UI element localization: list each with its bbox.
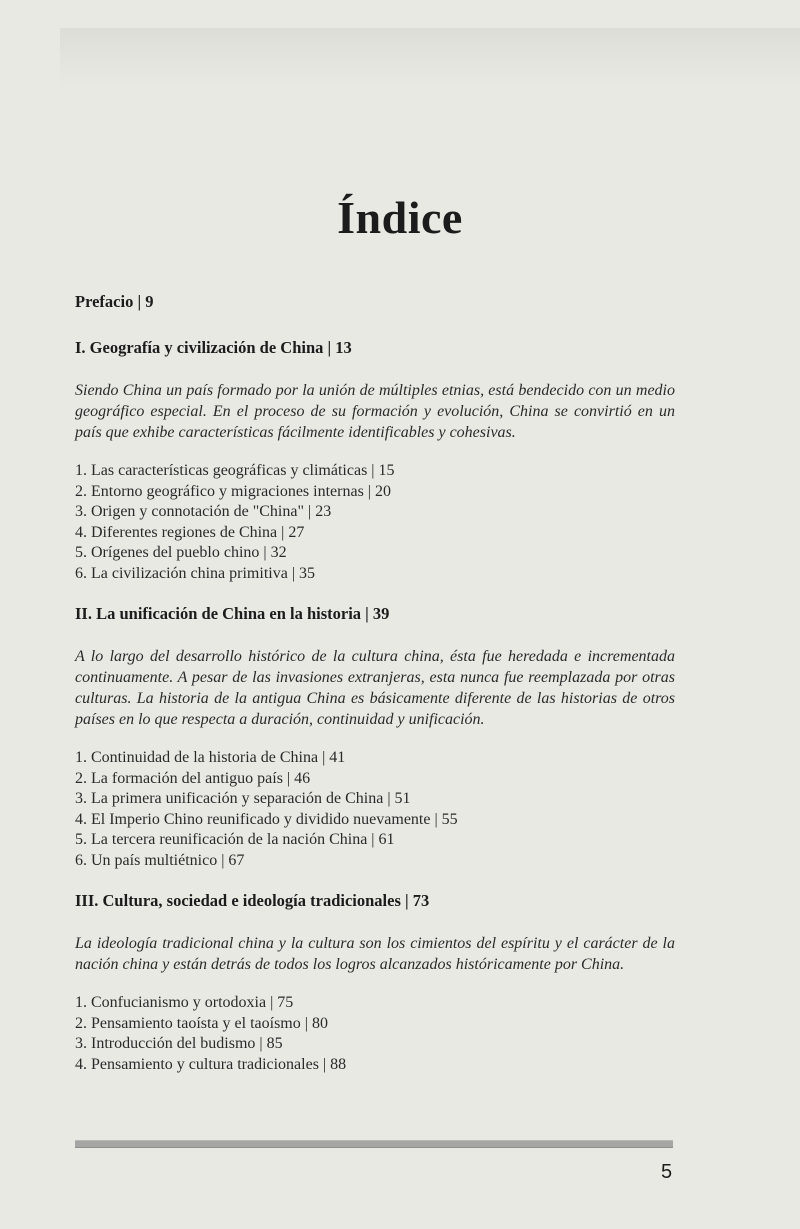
section-description: Siendo China un país formado por la unión de múltiples etnias, está bendecido con un medio geográfico especial. En el proceso de su formación y evolución, China se convirtió en un país que exhibe características fácilmente identificables y cohesivas.: [75, 382, 675, 441]
preface-entry: Prefacio | 9: [75, 292, 154, 311]
section-3: [75, 891, 675, 1075]
section-heading: II. La unificación de China en la historia | 39: [75, 604, 390, 623]
page-title: Índice: [337, 191, 463, 243]
section-heading: I. Geografía y civilización de China | 13: [75, 338, 352, 357]
footer-divider: [75, 1140, 673, 1148]
bleed-through-shadow: [60, 28, 800, 88]
section-description: A lo largo del desarrollo histórico de la cultura china, ésta fue heredada e incrementada continuamente. A pesar de las invasiones extranjeras, esta nunca fue reemplazada por otras culturas. La historia de la antigua China es básicamente diferente de las historias de otros países en lo que respecta a duración, continuidad y unificación.: [75, 648, 675, 728]
section-heading: III. Cultura, sociedad e ideología tradicionales | 73: [75, 891, 430, 910]
toc-item: 5. La tercera reunificación de la nación China | 61: [75, 831, 395, 848]
toc-item: 3. Introducción del budismo | 85: [75, 1035, 283, 1052]
toc-item: 4. El Imperio Chino reunificado y dividido nuevamente | 55: [75, 810, 458, 828]
toc-item: 2. La formación del antiguo país | 46: [75, 769, 311, 787]
toc-item: 3. Origen y connotación de "China" | 23: [75, 503, 332, 520]
section-items: [75, 461, 675, 584]
toc-item: 3. La primera unificación y separación de China | 51: [75, 790, 411, 807]
page-number: 5: [661, 1161, 673, 1183]
section-1: [75, 338, 675, 584]
table-of-contents: [75, 292, 675, 1095]
section-description: La ideología tradicional china y la cultura son los cimientos del espíritu y el carácter de la nación china y están detrás de todos los logros alcanzados históricamente por China.: [75, 935, 675, 973]
toc-item: 2. Pensamiento taoísta y el taoísmo | 80: [75, 1014, 328, 1032]
toc-item: 1. Las características geográficas y climáticas | 15: [75, 462, 395, 479]
section-items: [75, 993, 675, 1075]
toc-item: 6. La civilización china primitiva | 35: [75, 564, 316, 582]
toc-item: 1. Confucianismo y ortodoxia | 75: [75, 994, 294, 1011]
toc-item: 5. Orígenes del pueblo chino | 32: [75, 544, 287, 561]
toc-item: 6. Un país multiétnico | 67: [75, 851, 245, 869]
toc-item: 4. Diferentes regiones de China | 27: [75, 523, 305, 541]
toc-item: 1. Continuidad de la historia de China | 41: [75, 749, 346, 766]
toc-item: 4. Pensamiento y cultura tradicionales | 88: [75, 1055, 347, 1073]
section-2: [75, 604, 675, 871]
section-items: [75, 748, 675, 871]
toc-item: 2. Entorno geográfico y migraciones internas | 20: [75, 482, 391, 500]
